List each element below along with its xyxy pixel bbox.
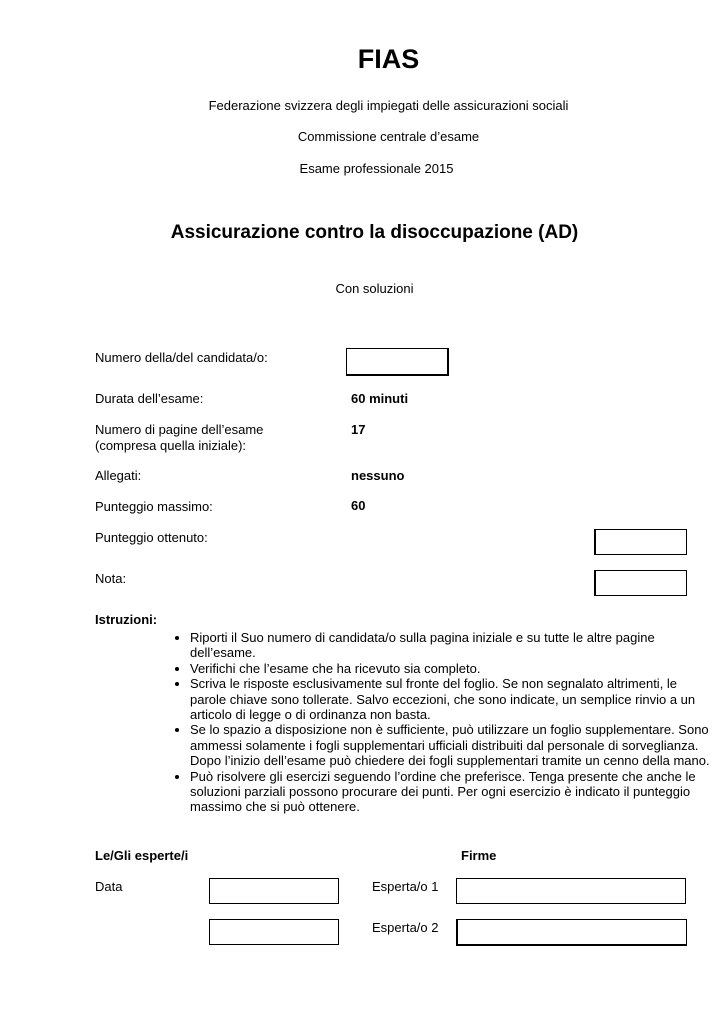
date-field-2[interactable] [209,919,339,945]
pages-label [95,422,263,454]
instruction-item: • Riporti il Suo numero di candidata/o sulla pagina iniziale e su tutte le altre pagine dell’esame. [190,630,710,661]
instruction-item: • Verifichi che l’esame che ha ricevuto sia completo. [190,661,710,676]
page-title: FIAS [357,44,420,74]
solutions-note: Con soluzioni [335,281,414,296]
experts-heading: Le/Gli esperte/i [95,848,189,863]
grade-label: Nota: [95,571,127,586]
expert1-label: Esperta/o 1 [372,879,439,894]
attachments-value: nessuno [351,468,405,483]
commission-name: Commissione centrale d’esame [297,129,480,144]
date-label: Data [95,879,123,894]
max-score-value: 60 [351,498,366,513]
score-label: Punteggio ottenuto: [95,530,208,545]
expert1-signature-field[interactable] [456,878,686,904]
federation-name: Federazione svizzera degli impiegati delle assicurazioni sociali [208,98,569,113]
instruction-item: • Se lo spazio a disposizione non è sufficiente, può utilizzare un foglio supplementare. Sono ammessi solamente i fogli supplementari ufficiali distribuiti dal personale di sorveglianza. Dopo l’inizio dell’esame può chiedere dei fogli supplementari tramite un cenno della mano. [190,722,710,768]
instructions-list [170,630,710,815]
attachments-label: Allegati: [95,468,142,483]
pages-label-line2: (compresa quella iniziale): [95,438,247,453]
instruction-item: • Scriva le risposte esclusivamente sul fronte del foglio. Se non segnalato altrimenti, le parole chiave sono tollerate. Salvo eccezioni, che sono indicate, un semplice rinvio a un articolo di legge o di ordinanza non basta. [190,676,710,722]
pages-label-line1: Numero di pagine dell’esame [95,422,264,437]
max-score-label: Punteggio massimo: [95,499,213,514]
candidate-number-field[interactable] [346,348,449,376]
score-field[interactable] [594,529,687,555]
exam-name: Esame professionale 2015 [299,161,454,176]
exam-subject-title: Assicurazione contro la disoccupazione (AD) [170,222,579,243]
grade-field[interactable] [594,570,687,596]
pages-value: 17 [351,422,366,437]
signatures-heading: Firme [461,848,497,863]
instruction-item: • Può risolvere gli esercizi seguendo l’ordine che preferisce. Tenga presente che anche le soluzioni parziali possono procurare dei punti. Per ogni esercizio è indicato il punteggio massimo che si può ottenere. [190,769,710,815]
date-field[interactable] [209,878,339,904]
expert2-label: Esperta/o 2 [372,920,439,935]
candidate-number-label: Numero della/del candidata/o: [95,350,268,365]
duration-label: Durata dell’esame: [95,391,204,406]
duration-value: 60 minuti [351,391,409,406]
expert2-signature-field[interactable] [456,919,687,946]
instructions-heading: Istruzioni: [95,612,158,627]
